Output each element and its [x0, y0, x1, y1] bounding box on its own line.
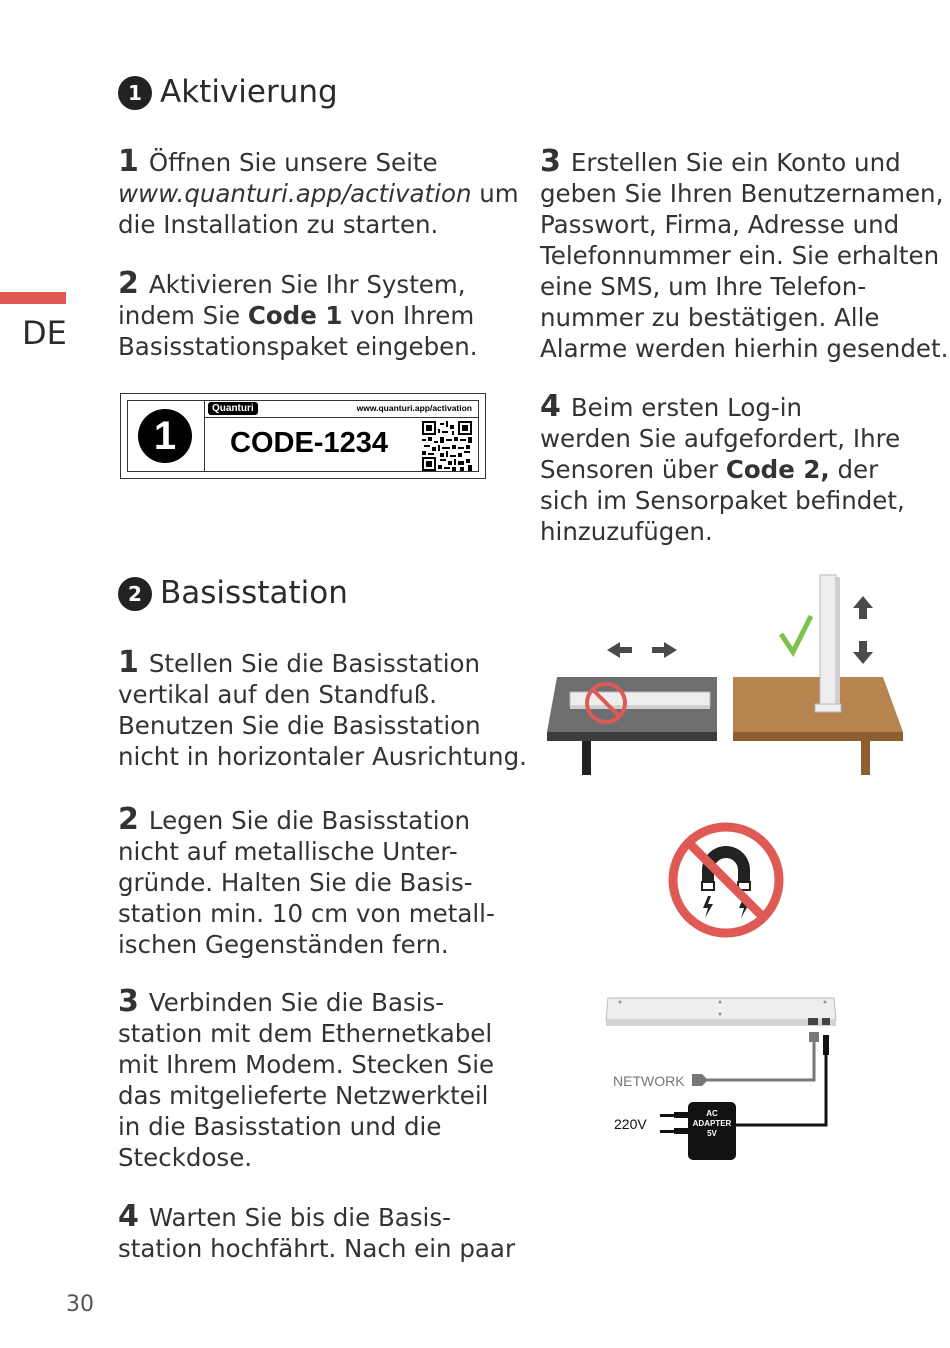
step-text: station min. 10 cm von metall- [118, 899, 495, 928]
label-divider [204, 417, 478, 418]
step-text: Steckdose. [118, 1143, 253, 1172]
step-number: 4 [118, 1199, 139, 1234]
step-text: geben Sie Ihren Benutzernamen, [540, 179, 944, 208]
code-2-emphasis: Code 2, [725, 455, 830, 484]
step-number: 3 [118, 984, 139, 1019]
step-2-3 [118, 986, 494, 1173]
step-text: nicht in horizontaler Ausrichtung. [118, 742, 527, 771]
voltage-label: 220V [614, 1116, 647, 1132]
network-cable-icon [692, 1032, 819, 1086]
language-label: DE [22, 314, 67, 352]
step-text: Sensoren über [540, 455, 726, 484]
step-text: gründe. Halten Sie die Basis- [118, 868, 473, 897]
step-number: 3 [540, 144, 561, 179]
adapter-label-line: AC [706, 1109, 718, 1118]
label-divider [204, 401, 205, 471]
step-text: Alarme werden hierhin gesendet. [540, 334, 949, 363]
label-url: www.quanturi.app/activation [356, 403, 472, 413]
step-text: Basisstationspaket eingeben. [118, 332, 478, 361]
step-text: station mit dem Ethernetkabel [118, 1019, 493, 1048]
step-text: um [471, 179, 519, 208]
grey-table-icon [547, 677, 717, 775]
base-station-icon [606, 998, 836, 1026]
step-text: eine SMS, um Ihre Telefon- [540, 272, 867, 301]
step-text: nummer zu bestätigen. Alle [540, 303, 880, 332]
step-text: Verbinden Sie die Basis- [148, 988, 445, 1017]
step-text: Öffnen Sie unsere Seite [148, 148, 438, 177]
step-number: 4 [540, 389, 561, 424]
step-2-4 [118, 1201, 515, 1264]
step-text: nicht auf metallische Unter- [118, 837, 458, 866]
section-number-badge: 1 [118, 76, 152, 110]
step-number: 2 [118, 802, 139, 837]
step-text: sich im Sensorpaket befindet, [540, 486, 905, 515]
language-tab-bar [0, 292, 66, 304]
step-text: Aktivieren Sie Ihr System, [148, 270, 466, 299]
step-1-4 [540, 391, 905, 547]
step-text: die Installation zu starten. [118, 210, 439, 239]
step-text: ischen Gegenständen fern. [118, 930, 449, 959]
step-text: das mitgelieferte Netzwerkteil [118, 1081, 489, 1110]
step-text: werden Sie aufgefordert, Ihre [540, 424, 901, 453]
horizontal-arrows-icon [607, 642, 677, 658]
orientation-illustration [545, 572, 910, 782]
vertical-arrows-icon [853, 596, 873, 664]
label-number-badge: 1 [138, 409, 192, 463]
wooden-table-icon [733, 575, 903, 775]
network-label: NETWORK [613, 1073, 685, 1089]
qr-code-icon [422, 421, 472, 471]
step-text: Legen Sie die Basisstation [148, 806, 471, 835]
step-text: der [829, 455, 879, 484]
step-text: in die Basisstation und die [118, 1112, 442, 1141]
step-number: 1 [118, 645, 139, 680]
code-label-inner [127, 400, 479, 472]
code-label-sticker [120, 393, 486, 479]
step-text: mit Ihrem Modem. Stecken Sie [118, 1050, 495, 1079]
step-text: Warten Sie bis die Basis- [148, 1203, 451, 1232]
step-1-3 [540, 146, 948, 364]
step-text: Benutzen Sie die Basisstation [118, 711, 481, 740]
adapter-label [688, 1109, 736, 1139]
section-title: Basisstation [160, 575, 348, 611]
step-text: vertikal auf den Standfuß. [118, 680, 437, 709]
step-text: Passwort, Firma, Adresse und [540, 210, 900, 239]
code-1-emphasis: Code 1 [247, 301, 343, 330]
step-text: indem Sie [118, 301, 248, 330]
step-text: hinzuzufügen. [540, 517, 713, 546]
step-2-2 [118, 804, 495, 960]
step-text: von Ihrem [342, 301, 475, 330]
check-mark-icon [781, 616, 811, 652]
activation-code: CODE-1234 [230, 427, 388, 459]
step-number: 2 [118, 266, 139, 301]
step-text: Stellen Sie die Basisstation [148, 649, 481, 678]
step-1-2 [118, 268, 478, 362]
step-text: Erstellen Sie ein Konto und [570, 148, 901, 177]
step-text: station hochfährt. Nach ein paar [118, 1234, 516, 1263]
step-1-1 [118, 146, 519, 240]
no-magnets-icon [666, 820, 786, 940]
activation-url: www.quanturi.app/activation [118, 179, 472, 208]
adapter-label-line: ADAPTER [692, 1119, 732, 1128]
page-number: 30 [66, 1292, 94, 1317]
step-text: Telefonnummer ein. Sie erhalten [540, 241, 940, 270]
section-number-badge: 2 [118, 577, 152, 611]
brand-logo: Quanturi [208, 402, 258, 415]
adapter-label-line: 5V [707, 1129, 717, 1138]
step-text: Beim ersten Log-in [570, 393, 803, 422]
step-number: 1 [118, 144, 139, 179]
section-title: Aktivierung [160, 74, 338, 110]
step-2-1 [118, 647, 527, 772]
